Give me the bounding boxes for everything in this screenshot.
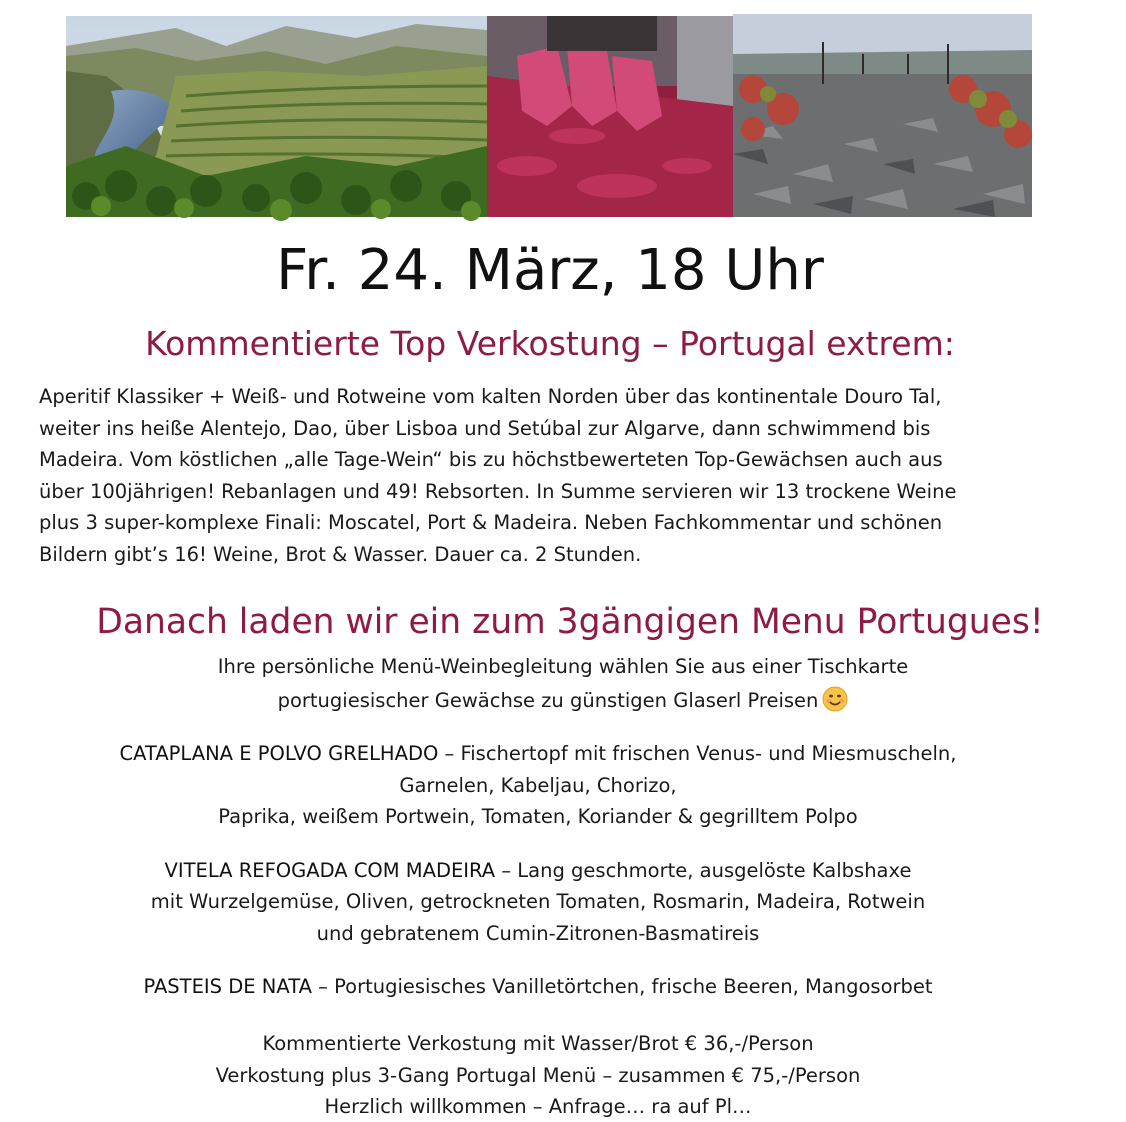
- dish-name: VITELA REFOGADA COM MADEIRA: [164, 858, 496, 882]
- price-tasting: Kommentierte Verkostung mit Wasser/Brot € 36,-/Person: [262, 1032, 814, 1055]
- description-line: über 100jährigen! Rebanlagen und 49! Rebsorten. In Summe servieren wir 13 trockene Weine: [39, 479, 957, 503]
- description-line: Aperitif Klassiker + Weiß- und Rotweine vom kalten Norden über das kontinentale Douro Tal,: [39, 385, 942, 408]
- dish-line: [0, 971, 1076, 1003]
- photo-banner: [66, 14, 1032, 217]
- note-line: Ihre persönliche Menü-Weinbegleitung wählen Sie aus einer Tischkarte: [217, 655, 909, 678]
- dish-line: mit Wurzelgemüse, Oliven, getrockneten Tomaten, Rosmarin, Madeira, Rotwein: [150, 890, 926, 913]
- dish-line: [0, 855, 1076, 887]
- event-date-time: Fr. 24. März, 18 Uhr: [276, 238, 824, 303]
- price-line-end: 3-Gang Portugal Menü – zusammen € 75,-/Person: [371, 1064, 861, 1087]
- note-line: [0, 684, 1126, 718]
- plus-word: plus: [331, 1064, 372, 1087]
- dish-line: Garnelen, Kabeljau, Chorizo,: [399, 773, 677, 797]
- menu-list: [0, 738, 1076, 1025]
- description-line: Madeira. Vom köstlichen „alle Tage-Wein“ bis zu höchstbewerteten Top-Gewächsen auch aus: [39, 448, 943, 471]
- price-list: [0, 1028, 1076, 1118]
- wine-pairing-note: [0, 650, 1126, 718]
- douro-valley-terraces-photo: [66, 16, 487, 217]
- dish-description: – Fischertopf mit frischen Venus- und Miesmuscheln,: [438, 742, 957, 765]
- dish-description: – Lang geschmorte, ausgelöste Kalbshaxe: [495, 858, 912, 882]
- price-tasting-plus-menu: [0, 1060, 1076, 1092]
- dish-name: PASTEIS DE NATA: [143, 975, 312, 998]
- note-line-text: portugiesischer Gewächse zu günstigen Glaserl Preisen: [277, 689, 819, 712]
- cut-off-line: Herzlich willkommen – Anfrage… ra auf Pl…: [324, 1095, 752, 1118]
- menu-invitation-heading: Danach laden wir ein zum 3gängigen Menu Portugues!: [96, 602, 1044, 642]
- description-line: Bildern gibt’s 16! Weine, Brot & Wasser. Dauer ca. 2 Stunden.: [39, 542, 642, 566]
- description-line: weiter ins heiße Alentejo, Dao, über Lisboa und Setúbal zur Algarve, dann schwimmend bis: [39, 416, 931, 440]
- dish-line: [0, 738, 1076, 770]
- dish-line: und gebratenem Cumin-Zitronen-Basmatireis: [316, 921, 760, 945]
- grape-treading-photo: [487, 16, 733, 217]
- tasting-title: Kommentierte Top Verkostung – Portugal extrem:: [145, 324, 955, 363]
- menu-dish: [0, 855, 1076, 950]
- description-line: plus 3 super-komplexe Finali: Moscatel, Port & Madeira. Neben Fachkommentar und schönen: [39, 511, 943, 534]
- menu-dish: [0, 971, 1076, 1003]
- smiley-face-icon: [822, 686, 848, 712]
- dish-name: CATAPLANA E POLVO GRELHADO: [119, 742, 439, 765]
- dish-description: – Portugiesisches Vanilletörtchen, frische Beeren, Mangosorbet: [311, 975, 933, 998]
- price-line-start: Verkostung: [215, 1064, 332, 1087]
- menu-dish: [0, 738, 1076, 833]
- schist-vineyard-photo: [733, 14, 1032, 217]
- tasting-description: [39, 381, 1079, 570]
- dish-line: Paprika, weißem Portwein, Tomaten, Koriander & gegrilltem Polpo: [218, 805, 858, 828]
